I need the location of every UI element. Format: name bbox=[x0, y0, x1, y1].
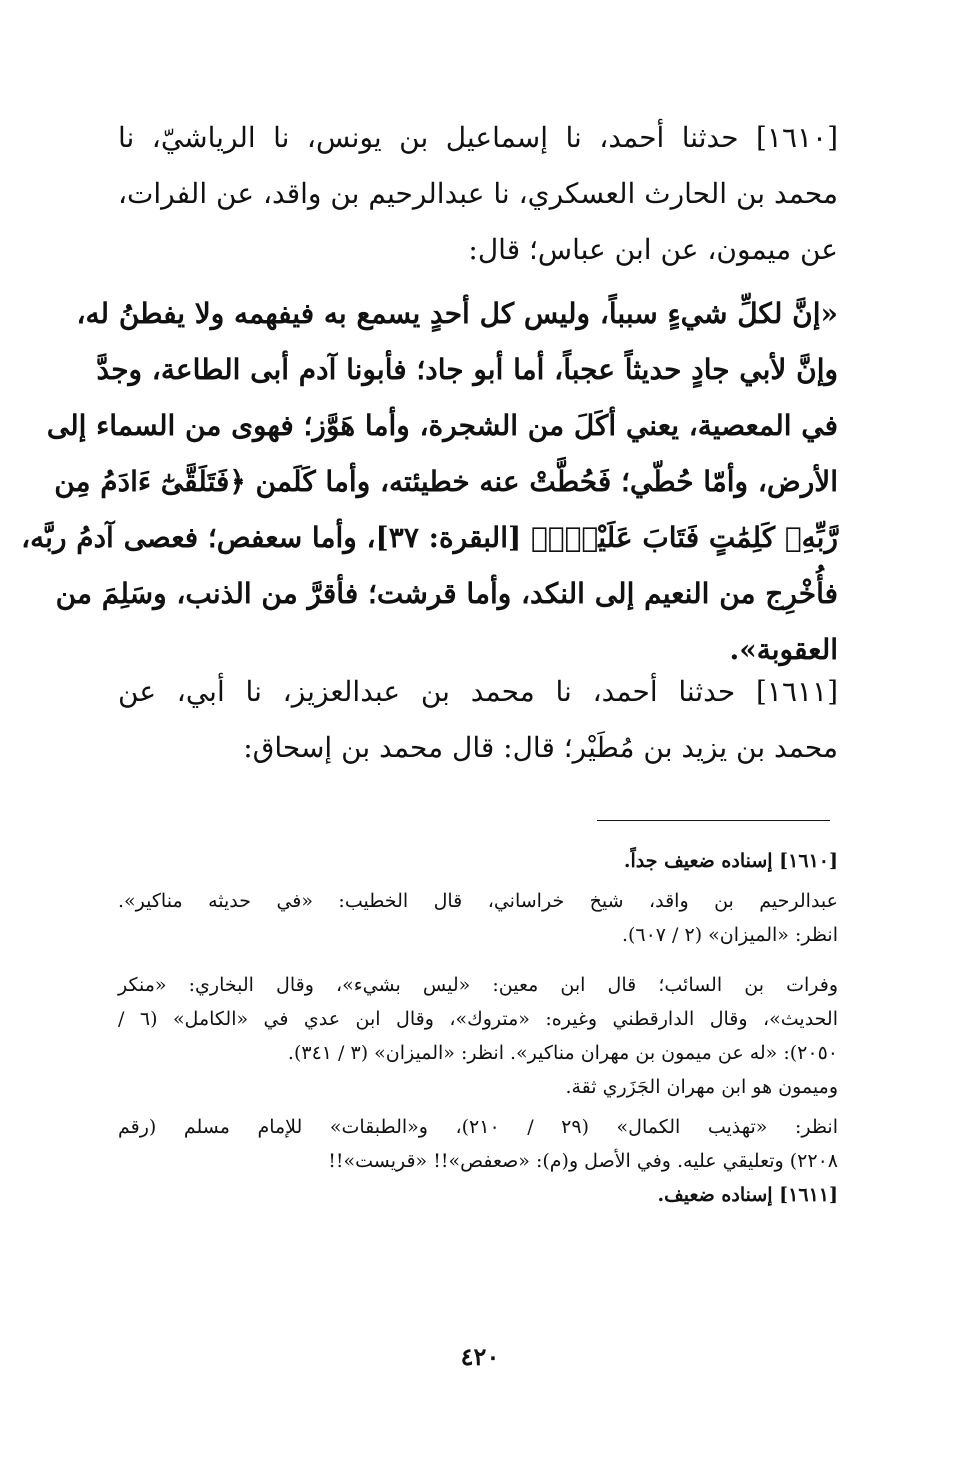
page-number: ٤٢٠ bbox=[460, 1342, 500, 1371]
hadith-1611-isnad bbox=[118, 664, 838, 776]
footnote-1611-heading: [١٦١١] إسناده ضعيف. bbox=[657, 1184, 838, 1206]
footnote-paragraph bbox=[118, 1110, 838, 1178]
text-line: وإنَّ لأبي جادٍ حديثاً عجباً، أما أبو جاد؛ فأبونا آدم أبى الطاعة، وجدَّ bbox=[96, 353, 838, 386]
text-line: وفرات بن السائب؛ قال ابن معين: «ليس بشيء»، وقال البخاري: «منكر bbox=[118, 974, 838, 996]
text-line: محمد بن الحارث العسكري، نا عبدالرحيم بن واقد، عن الفرات، bbox=[118, 177, 838, 210]
text-line: رَّبِّهِۦ كَلِمَٰتٍ فَتَابَ عَلَيْهِۚ﴾ [البقرة: ٣٧]، وأما سعفص؛ فعصى آدمُ ربَّه، bbox=[21, 521, 838, 554]
text-line: الحديث»، وقال الدارقطني وغيره: «متروك»، وقال ابن عدي في «الكامل» (٦ / bbox=[118, 1008, 838, 1030]
text-line: [١٦١٠] حدثنا أحمد، نا إسماعيل بن يونس، نا الرياشيّ، نا bbox=[118, 121, 839, 154]
text-line: ٢٢٠٨) وتعليقي عليه. وفي الأصل و(م): «صعفص»!! «قريست»!! bbox=[328, 1150, 838, 1172]
text-line: وميمون هو ابن مهران الجَزَري ثقة. bbox=[565, 1076, 838, 1098]
footnotes bbox=[118, 844, 838, 1212]
footnote-1610-heading: [١٦١٠] إسناده ضعيف جداً. bbox=[623, 850, 838, 872]
text-line: في المعصية، يعني أكَلَ من الشجرة، وأما هَوَّز؛ فهوى من السماء إلى bbox=[46, 409, 838, 442]
footnote-paragraph bbox=[118, 968, 838, 1070]
text-line: انظر: «الميزان» (٢ / ٦٠٧). bbox=[621, 924, 838, 946]
text-line: عبدالرحيم بن واقد، شيخ خراساني، قال الخطيب: «في حديثه مناكير». bbox=[118, 890, 838, 912]
text-line: انظر: «تهذيب الكمال» (٢٩ / ٢١٠)، و«الطبقات» للإمام مسلم (رقم bbox=[118, 1116, 838, 1138]
hadith-1610-matn bbox=[21, 286, 838, 678]
footnote-paragraph bbox=[118, 1070, 838, 1104]
text-line: [١٦١١] حدثنا أحمد، نا محمد بن عبدالعزيز، نا أبي، عن bbox=[118, 675, 838, 708]
footnote-divider bbox=[597, 820, 830, 821]
text-line: «إنَّ لكلِّ شيءٍ سبباً، وليس كل أحدٍ يسمع به فيفهمه ولا يفطنُ له، bbox=[76, 297, 838, 330]
text-line: محمد بن يزيد بن مُطَيْر؛ قال: قال محمد بن إسحاق: bbox=[243, 731, 838, 764]
text-line: عن ميمون، عن ابن عباس؛ قال: bbox=[468, 233, 838, 266]
footnote-paragraph bbox=[118, 884, 838, 952]
text-line: ٢٠٥٠): «له عن ميمون بن مهران مناكير». انظر: «الميزان» (٣ / ٣٤١). bbox=[287, 1042, 838, 1064]
text-line: العقوبة». bbox=[729, 633, 838, 666]
text-line: الأرض، وأمّا حُطّي؛ فَحُطَّتْ عنه خطيئته، وأما كَلَمن ﴿فَتَلَقَّىٰٓ ءَادَمُ مِن bbox=[54, 465, 838, 498]
hadith-1610-isnad bbox=[118, 110, 838, 278]
text-line: فأُخْرِج من النعيم إلى النكد، وأما قرشت؛ فأقرَّ من الذنب، وسَلِمَ من bbox=[55, 577, 838, 610]
